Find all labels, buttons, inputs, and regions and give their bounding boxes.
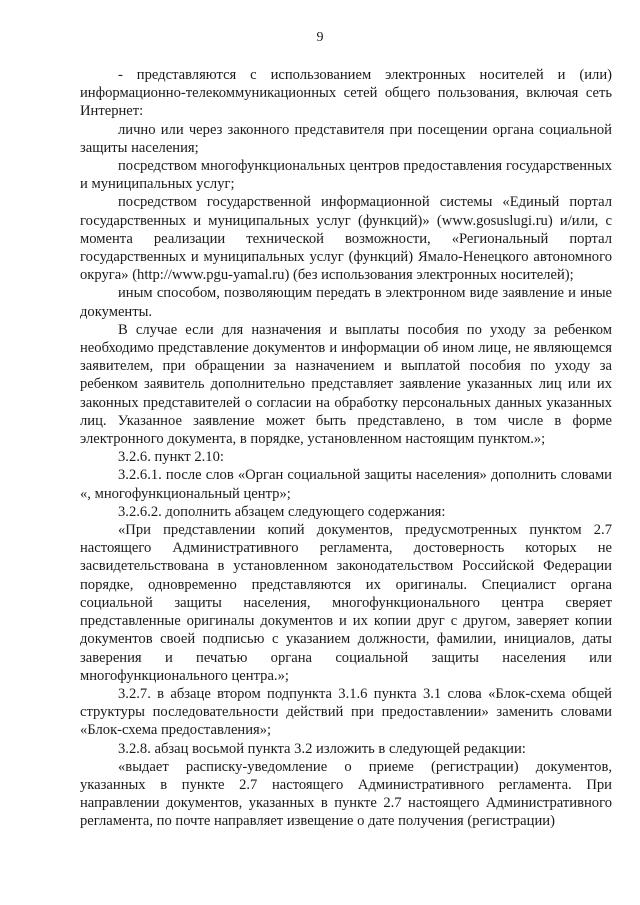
paragraph-copies-originals: «При представлении копий документов, предусмотренных пунктом 2.7 настоящего Административного регламента, достоверность которых не засвидетельствована в установленном законодательством Российской Федерации порядке, одновременно представляются их оригиналы. Специалист органа социальной защиты населения, многофункционального центра сверяет представленные оригиналы документов и их копии друг с другом, заверяет копии документов своей подписью с указанием должности, фамилии, инициалов, даты заверения и печатью органа социальной защиты населения или многофункционального центра.»; [80, 522, 612, 684]
document-body [80, 66, 612, 831]
paragraph-mfc: посредством многофункциональных центров предоставления государственных и муниципальных услуг; [80, 158, 612, 193]
paragraph-other-means: иным способом, позволяющим передать в электронном виде заявление и иные документы. [80, 285, 612, 320]
paragraph-intro-electronic: - представляются с использованием электронных носителей и (или) информационно-телекоммуникационных сетей общего пользования, включая сеть Интернет: [80, 67, 612, 120]
paragraph-3-2-7: 3.2.7. в абзаце втором подпункта 3.1.6 пункта 3.1 слова «Блок-схема общей структуры последовательности действий при предоставлении» заменить словами «Блок-схема предоставления»; [80, 685, 612, 739]
paragraph-3-2-6-2: 3.2.6.2. дополнить абзацем следующего содержания: [118, 503, 446, 520]
paragraph-3-2-8: 3.2.8. абзац восьмой пункта 3.2 изложить в следующей редакции: [118, 740, 526, 757]
paragraph-gosuslugi: посредством государственной информационной системы «Единый портал государственных и муниципальных услуг (функций)» (www.gosuslugi.ru) и/или, с момента реализации технической возможности, «Региональный портал государственных и муниципальных услуг (функций) Ямало-Ненецкого автономного округа» (http://www.pgu-yamal.ru) (без использования электронных носителей); [80, 194, 612, 284]
page-number: 9 [316, 30, 324, 45]
paragraph-3-2-6-1: 3.2.6.1. после слов «Орган социальной защиты населения» дополнить словами «, многофункциональный центр»; [80, 467, 612, 502]
paragraph-receipt-notice: «выдает расписку-уведомление о приеме (регистрации) документов, указанных в пункте 2.7 настоящего Административного регламента. При направлении документов, указанных в пункте 2.7 настоящего Административного регламента, по почте направляет извещение о дате получения (регистрации) [80, 758, 612, 830]
paragraph-in-person: лично или через законного представителя при посещении органа социальной защиты населения; [80, 121, 612, 156]
paragraph-3-2-6: 3.2.6. пункт 2.10: [118, 449, 224, 466]
paragraph-consent: В случае если для назначения и выплаты пособия по уходу за ребенком необходимо представление документов и информации об ином лице, не являющемся заявителем, при обращении за назначением и выплатой пособия по уходу за ребенком заявитель дополнительно представляет заявление указанных лиц или их законных представителей о согласии на обработку персональных данных указанных лиц. Указанное заявление может быть представлено, в том числе в форме электронного документа, в порядке, установленном настоящим пунктом.»; [80, 321, 612, 448]
